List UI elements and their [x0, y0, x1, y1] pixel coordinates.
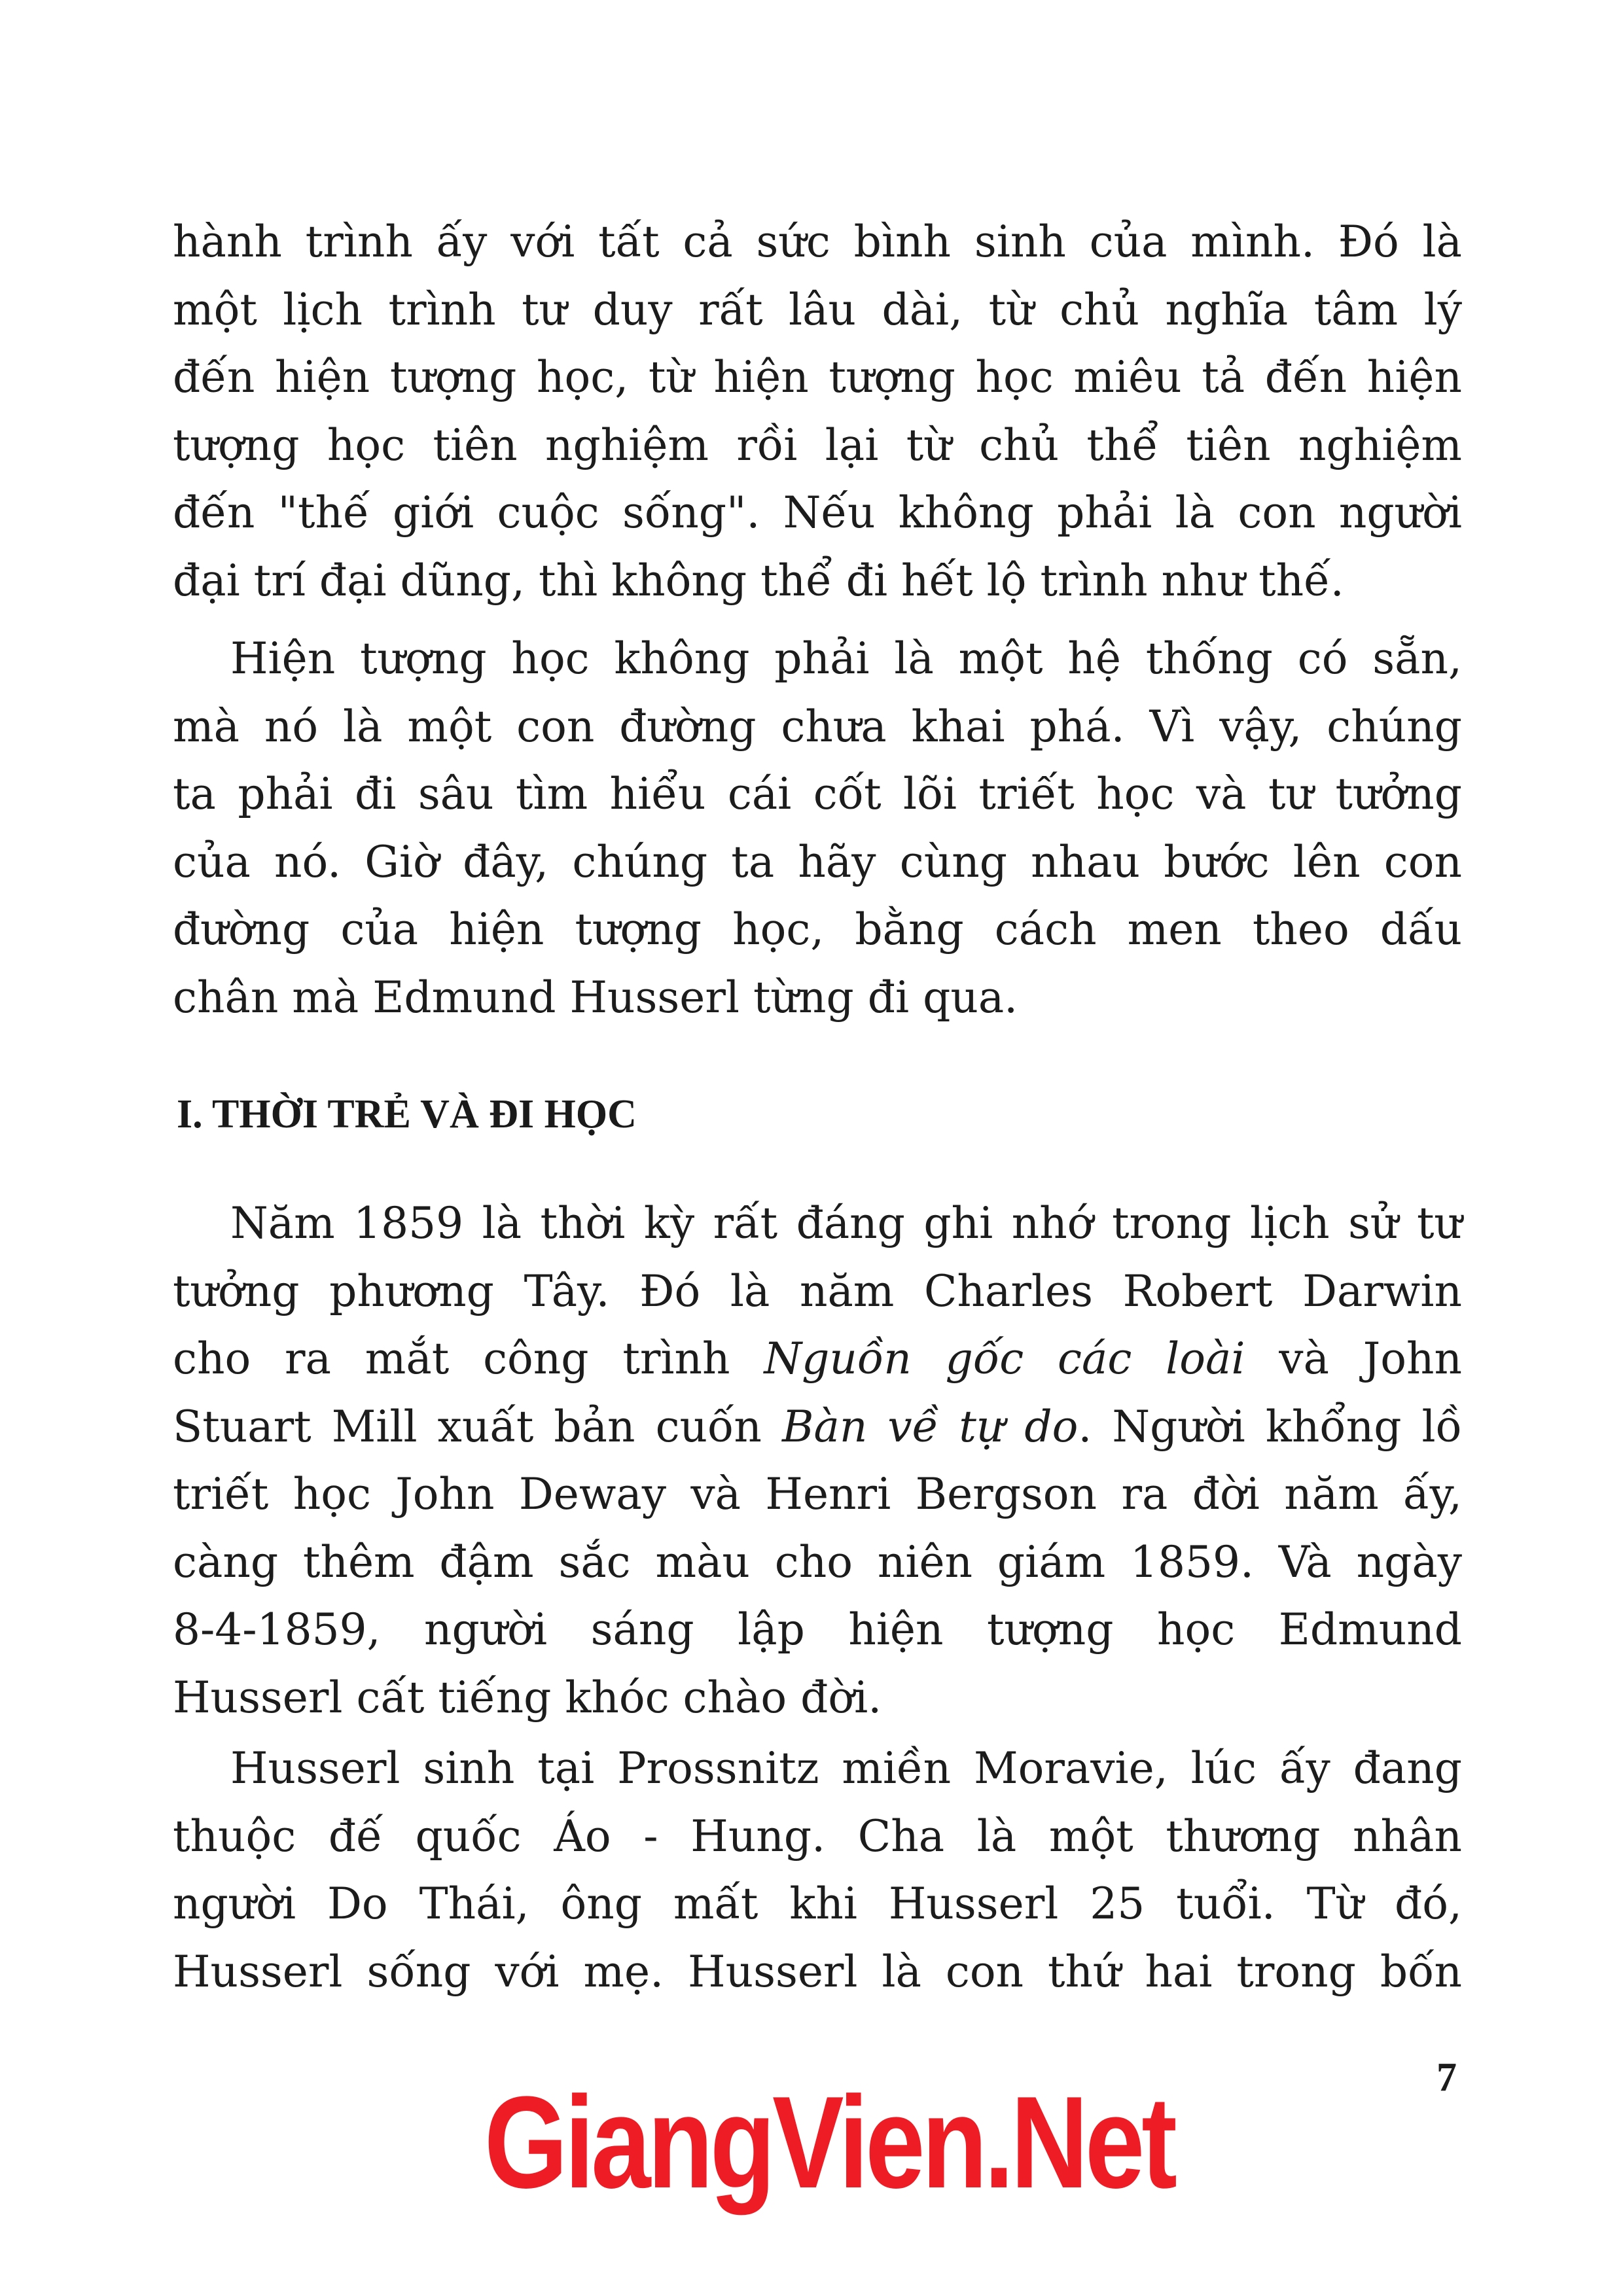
- paragraph-line: đường của hiện tượng học, bằng cách men theo dấu: [173, 904, 1462, 955]
- paragraph-line: đại trí đại dũng, thì không thể đi hết lộ trình như thế.: [173, 555, 1344, 606]
- paragraph-line: của nó. Giờ đây, chúng ta hãy cùng nhau bước lên con: [173, 836, 1462, 887]
- paragraph-4: [173, 1735, 1462, 2005]
- paragraph-line: Hiện tượng học không phải là một hệ thống có sẵn,: [230, 633, 1462, 684]
- line-text: Stuart Mill xuất bản cuốn: [173, 1401, 782, 1452]
- paragraph-line: Husserl cất tiếng khóc chào đời.: [173, 1672, 882, 1723]
- paragraph-line: một lịch trình tư duy rất lâu dài, từ chủ nghĩa tâm lý: [173, 284, 1462, 335]
- paragraph-3: [173, 1190, 1462, 1731]
- paragraph-line: ta phải đi sâu tìm hiểu cái cốt lõi triết học và tư tưởng: [173, 769, 1462, 819]
- paragraph-line: Năm 1859 là thời kỳ rất đáng ghi nhớ trong lịch sử tư: [230, 1198, 1462, 1248]
- section-heading: I. THỜI TRẺ VÀ ĐI HỌC: [177, 1092, 637, 1137]
- line-text: và John: [1245, 1333, 1462, 1384]
- paragraph-line: Husserl sống với mẹ. Husserl là con thứ hai trong bốn: [173, 1946, 1462, 1997]
- paragraph-line: đến "thế giới cuộc sống". Nếu không phải là con người: [173, 487, 1462, 538]
- paragraph-line: người Do Thái, ông mất khi Husserl 25 tuổi. Từ đó,: [173, 1879, 1462, 1929]
- page-number: 7: [1436, 2055, 1457, 2100]
- paragraph-line: tượng học tiên nghiệm rồi lại từ chủ thể tiên nghiệm: [173, 419, 1462, 470]
- paragraph-line: thuộc đế quốc Áo - Hung. Cha là một thương nhân: [173, 1810, 1462, 1862]
- paragraph-line: đến hiện tượng học, từ hiện tượng học miêu tả đến hiện: [173, 352, 1462, 402]
- paragraph-line: triết học John Deway và Henri Bergson ra đời năm ấy,: [173, 1469, 1462, 1519]
- book-title-on-liberty: Bàn về tự do: [781, 1401, 1079, 1452]
- paragraph-line: càng thêm đậm sắc màu cho niên giám 1859. Và ngày: [173, 1536, 1462, 1587]
- paragraph-line: 8-4-1859, người sáng lập hiện tượng học Edmund: [173, 1604, 1462, 1655]
- paragraph-line: mà nó là một con đường chưa khai phá. Vì vậy, chúng: [173, 701, 1462, 752]
- paragraph-2: [173, 625, 1462, 1031]
- paragraph-line: hành trình ấy với tất cả sức bình sinh của mình. Đó là: [173, 217, 1462, 267]
- paragraph-line: Husserl sinh tại Prossnitz miền Moravie, lúc ấy đang: [230, 1743, 1462, 1793]
- line-text: cho ra mắt công trình: [173, 1333, 764, 1384]
- paragraph-line: chân mà Edmund Husserl từng đi qua.: [173, 972, 1018, 1023]
- watermark-logo: GiangVien.Net: [484, 2070, 1174, 2216]
- paragraph-line: tưởng phương Tây. Đó là năm Charles Robert Darwin: [173, 1265, 1462, 1316]
- line-text: . Người khổng lồ: [1078, 1401, 1463, 1452]
- paragraph-1: [173, 208, 1462, 614]
- paragraph-line: [173, 1325, 1462, 1393]
- book-title-origin-of-species: Nguồn gốc các loài: [764, 1333, 1245, 1384]
- paragraph-line: [173, 1393, 1462, 1461]
